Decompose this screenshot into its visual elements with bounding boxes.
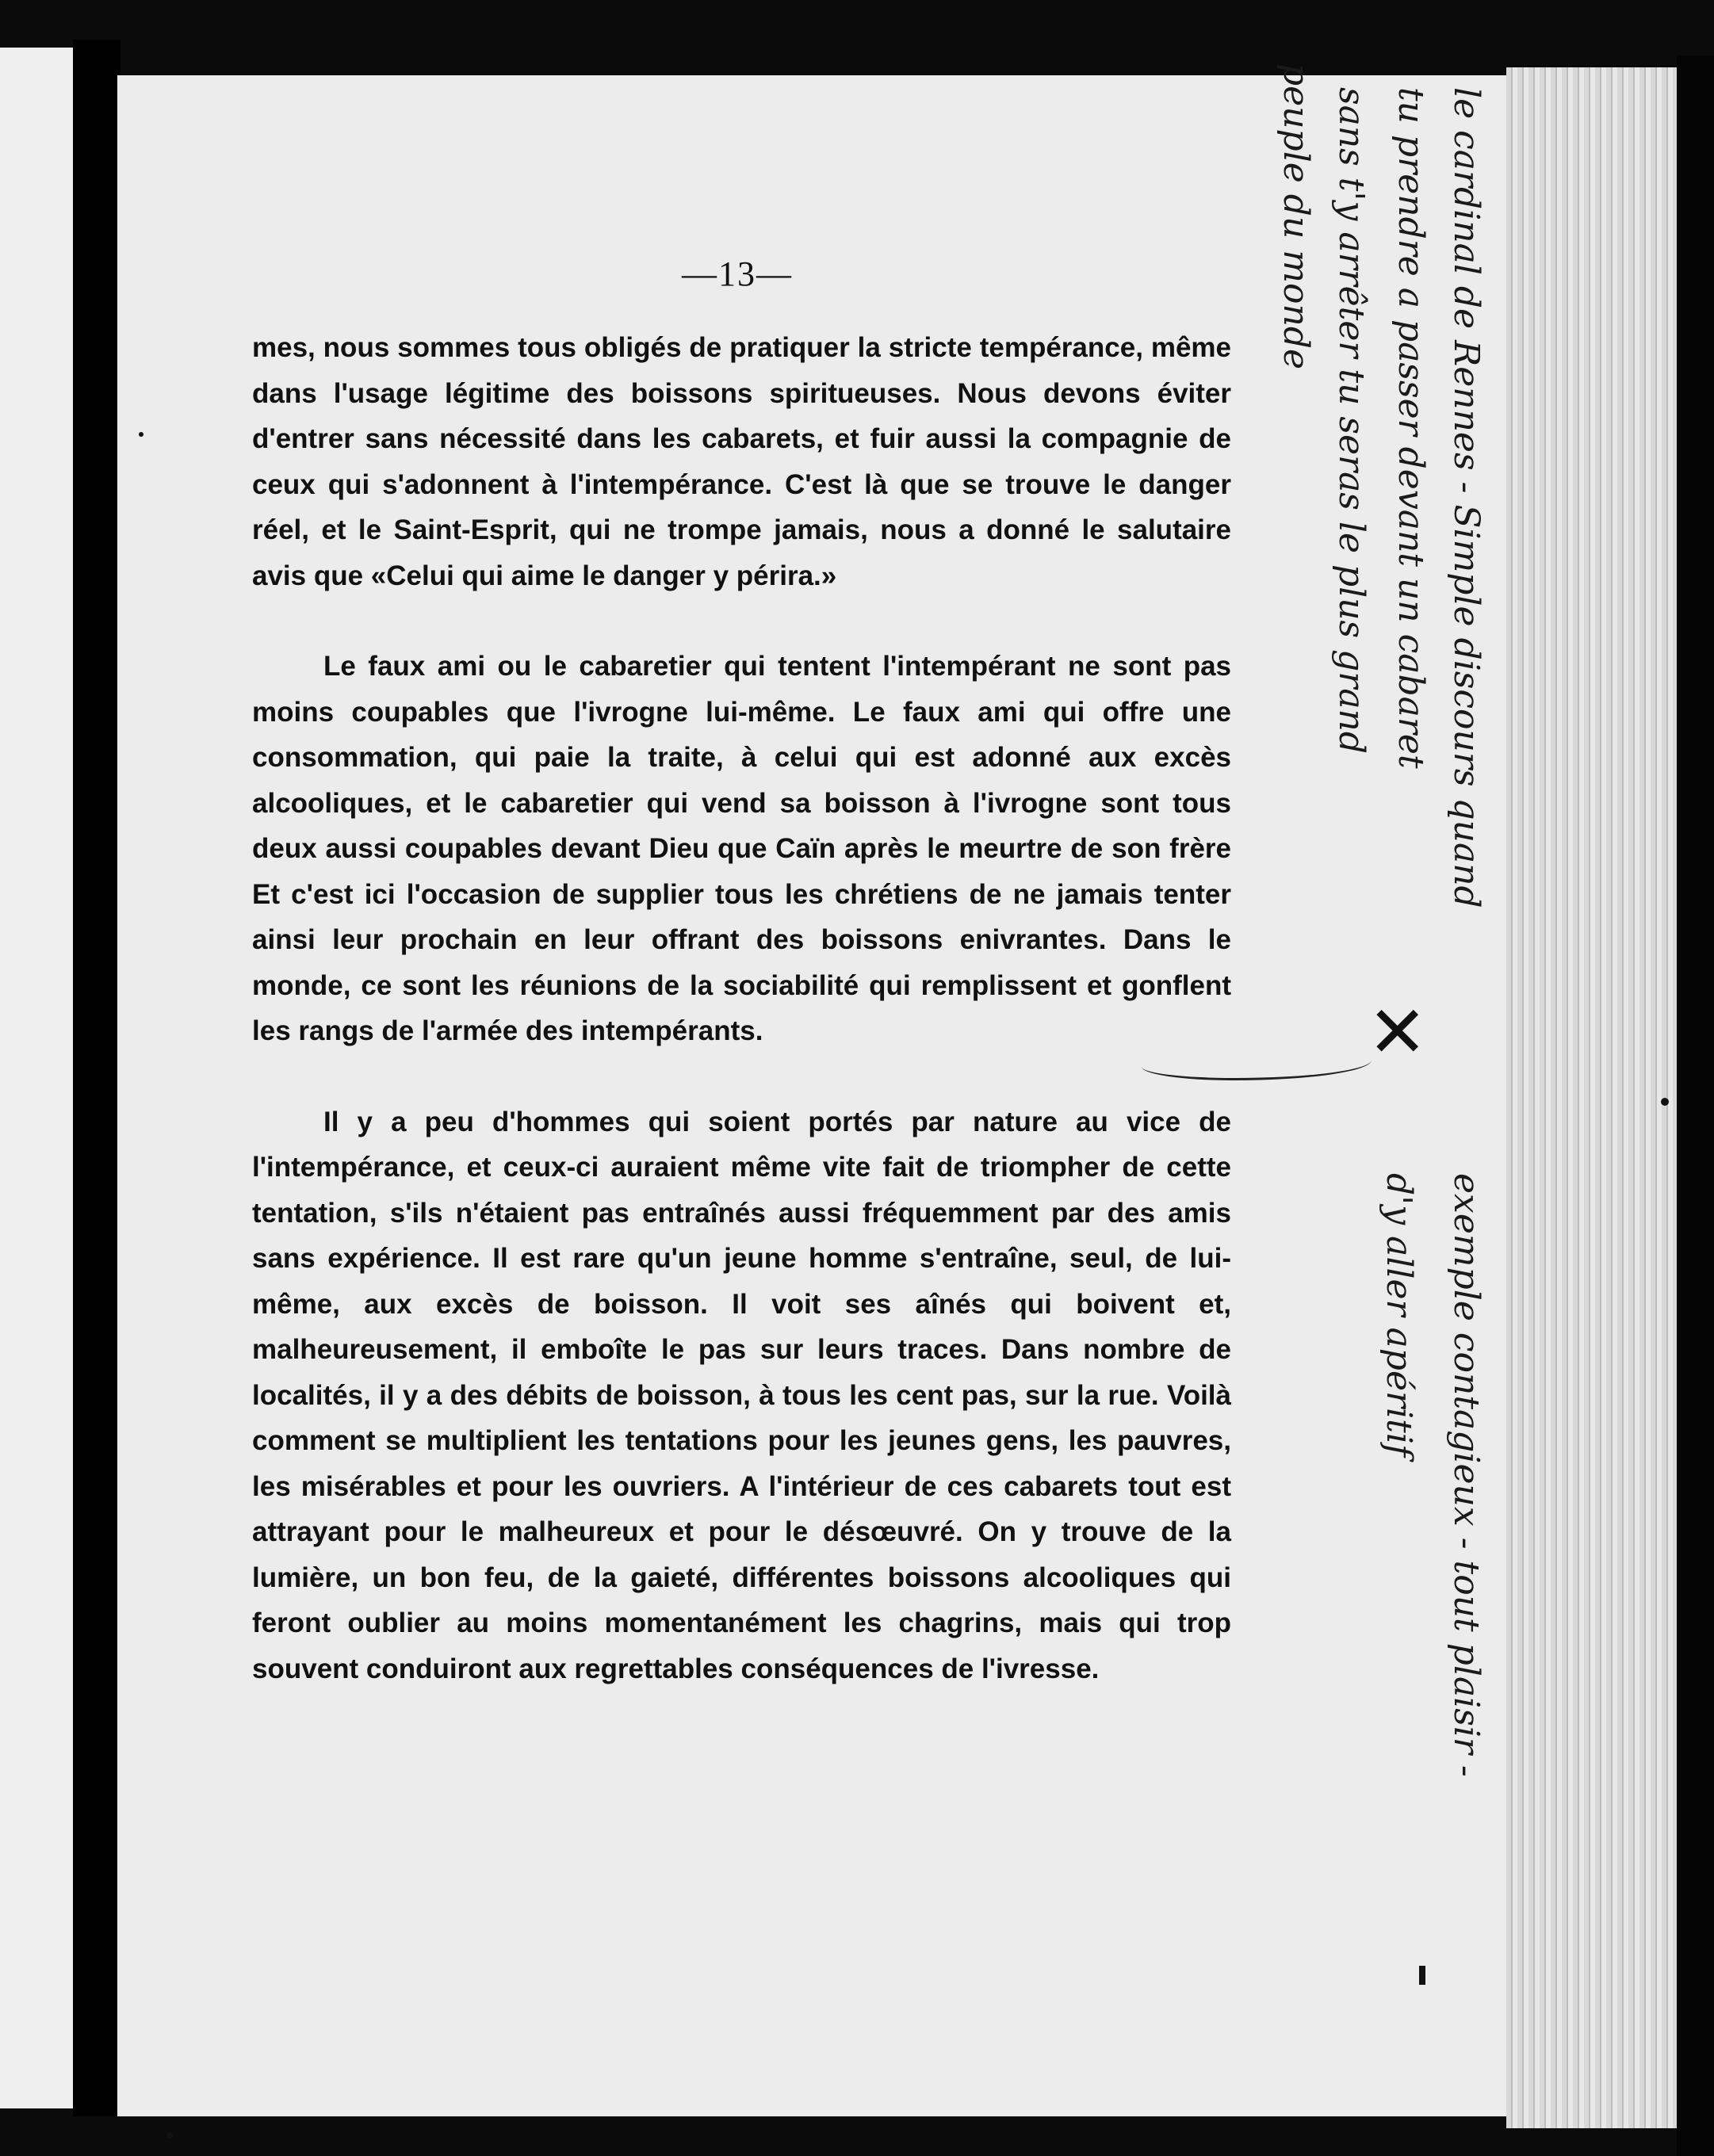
ink-speck: [166, 2132, 173, 2139]
ink-speck: [1661, 1098, 1669, 1106]
paragraph-3: Il y a peu d'hommes qui soient portés par nature au vice de l'intempérance, et ceux-ci auraient même vite fait de triompher de cette tentation, s'ils n'étaient pas entraînés aussi fréquemment par des amis sans expérience. Il est rare qu'un jeune homme s'entraîne, seul, de lui-même, aux excès de boisson. Il voit ses aînés qui boivent et, malheureusement, il emboîte le pas sur leurs traces. Dans nombre de localités, il y a des débits de boisson, à tous les cent pas, sur la rue. Voilà comment se multiplient les tentations pour les jeunes gens, les pauvres, les misérables et pour les ouvriers. A l'intérieur de ces cabarets tout est attrayant pour le malheureux et pour le désœuvré. On y trouve de la lumière, un bon feu, de la gaieté, différentes boissons alcooliques qui feront oublier au moins momentanément les chagrins, mais qui trop souvent conduiront aux regrettables conséquences de l'ivresse.: [252, 1106, 1231, 1684]
margin-note-3: sans t'y arrêter tu seras le plus grand: [1331, 87, 1372, 755]
handwritten-dash-mark: [1419, 1966, 1425, 1985]
margin-note-1: le cardinal de Rennes - Simple discours quand: [1446, 87, 1486, 908]
body-text: [252, 325, 1231, 1692]
margin-note-4: peuple du monde: [1276, 63, 1316, 370]
facing-page-edge: [0, 48, 73, 2108]
ink-speck: [139, 432, 143, 437]
page-fore-edge: [1506, 67, 1677, 2128]
handwritten-cross-mark: ✕: [1368, 991, 1428, 1074]
margin-note-5: exemple contagieux - tout plaisir -: [1446, 1173, 1486, 1777]
background-edge: [1677, 55, 1714, 2156]
page-number: —13—: [682, 254, 793, 293]
paragraph-1: mes, nous sommes tous obligés de pratiquer la stricte tempérance, même dans l'usage légitime des boissons spiritueuses. Nous devons éviter d'entrer sans nécessité dans les cabarets, et fuir aussi la compagnie de ceux qui s'adonnent à l'intempérance. C'est là que se trouve le danger réel, et le Saint-Esprit, qui ne trompe jamais, nous a donné le salutaire avis que «Celui qui aime le danger y périra.»: [252, 332, 1231, 591]
margin-note-6: d'y aller apéritif: [1379, 1173, 1419, 1458]
binding-gutter: [73, 40, 121, 2116]
margin-note-2: tu prendre a passer devant un cabaret: [1391, 87, 1431, 769]
paragraph-2: Le faux ami ou le cabaretier qui tentent l'intempérant ne sont pas moins coupables que l'ivrogne lui-même. Le faux ami qui offre une consommation, qui paie la traite, à celui qui est adonné aux excès alcooliques, et le cabaretier qui vend sa boisson à l'ivrogne sont tous deux aussi coupables devant Dieu que Caïn après le meurtre de son frère Et c'est ici l'occasion de supplier tous les chrétiens de ne jamais tenter ainsi leur prochain en leur offrant des boissons enivrantes. Dans le monde, ce sont les réunions de la sociabilité qui remplissent et gonflent les rangs de l'armée des intempérants.: [252, 651, 1231, 1046]
